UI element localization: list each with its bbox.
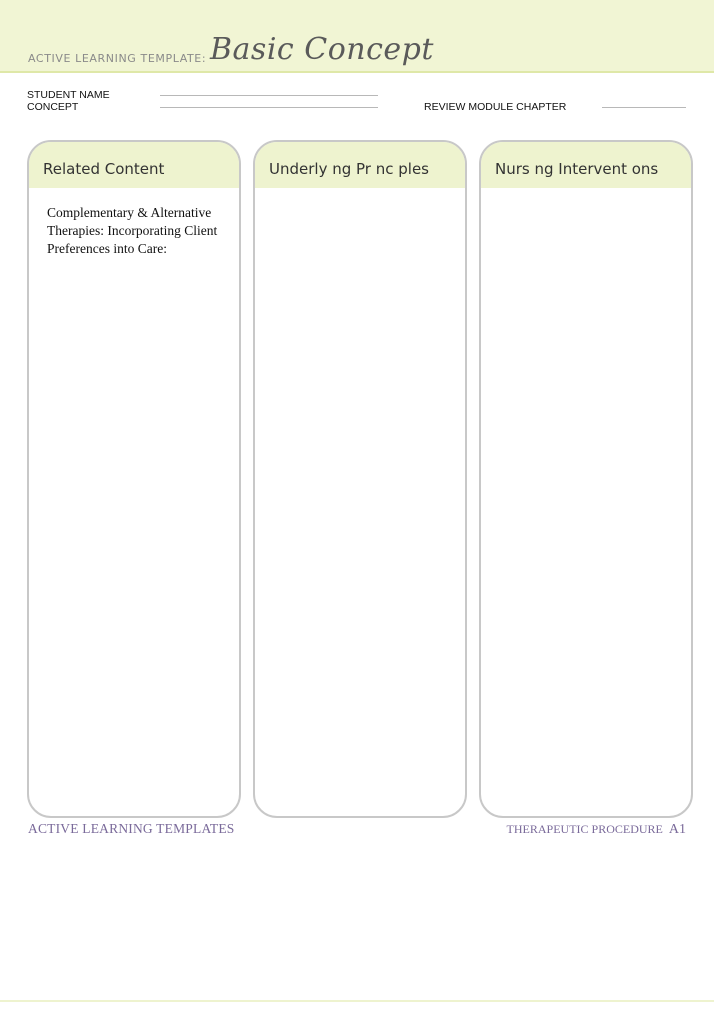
footer-left: ACTIVE LEARNING TEMPLATES [28,821,235,836]
review-module-field[interactable] [602,107,686,108]
student-name-field[interactable] [160,95,378,96]
concept-label: CONCEPT [27,101,79,113]
student-name-label: STUDENT NAME [27,89,110,101]
column-header-nursing-interventions: Nurs ng Intervent ons [481,142,691,188]
column-related-content [27,140,241,818]
column-header-underlying-principles: Underly ng Pr nc ples [255,142,465,188]
column-underlying-principles [253,140,467,818]
column-header-related-content: Related Content [29,142,239,188]
column-body-related-content[interactable]: Complementary & Alternative Therapies: Incorporating Client Preferences into Care: [47,205,218,256]
column-body-underlying-principles[interactable] [255,188,465,204]
template-title: Basic Concept [210,32,434,67]
concept-field[interactable] [160,107,378,108]
bottom-rule [0,1000,714,1002]
review-module-label: REVIEW MODULE CHAPTER [424,101,567,113]
footer-right-label: THERAPEUTIC PROCEDURE [506,822,663,836]
footer-code: A1 [668,822,686,837]
column-body-nursing-interventions[interactable] [481,188,691,204]
footer-right [507,822,686,838]
template-label: ACTIVE LEARNING TEMPLATE: [28,52,207,65]
column-nursing-interventions [479,140,693,818]
